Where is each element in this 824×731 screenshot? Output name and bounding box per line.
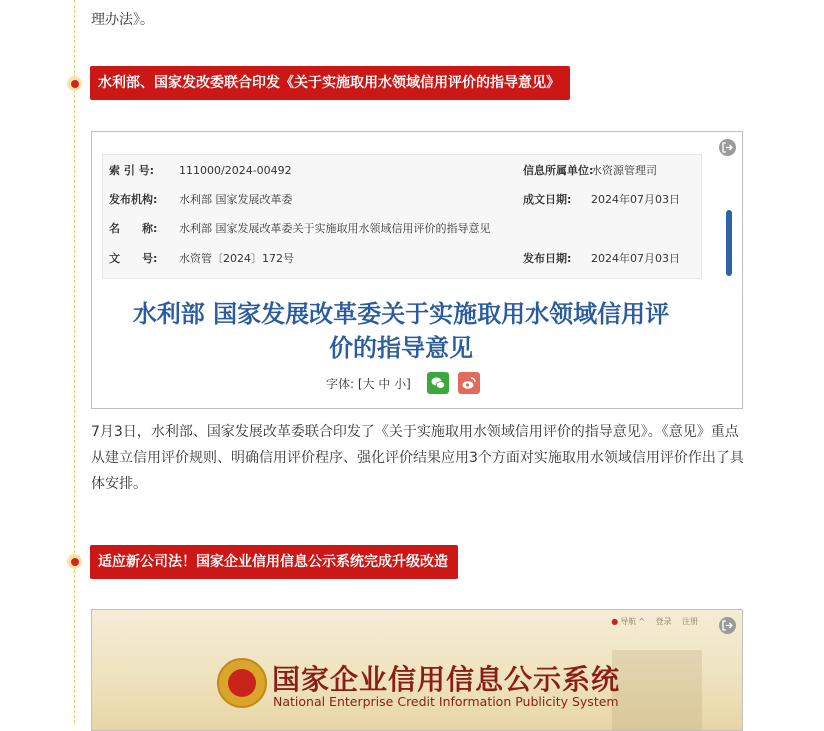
scrollbar-thumb[interactable] [726, 210, 732, 276]
login-link[interactable]: 登录 [655, 617, 672, 626]
meta-label: 成文日期: [523, 193, 572, 206]
meta-row [103, 247, 701, 271]
wechat-icon[interactable] [427, 372, 449, 394]
exit-fullscreen-icon[interactable] [719, 617, 736, 634]
building-silhouette [612, 650, 702, 730]
location-pin-icon: ● [611, 617, 619, 626]
weibo-icon[interactable] [458, 372, 480, 394]
meta-value: 111000/2024-00492 [179, 164, 292, 177]
register-link[interactable]: 注册 [682, 617, 698, 626]
chevron-up-icon: ^ [638, 617, 645, 626]
intro-tail-text: 理办法》。 [91, 12, 154, 28]
meta-label: 发布机构: [109, 193, 158, 206]
meta-value: 水资管〔2024〕172号 [179, 252, 294, 265]
document-title-line: 水利部 国家发展改革委关于实施取用水领域信用评 [132, 300, 670, 328]
system-title: 国家企业信用信息公示系统 [272, 663, 621, 696]
system-banner [92, 610, 742, 730]
font-size-selector[interactable]: 字体: [大 中 小] [326, 377, 411, 391]
meta-row [103, 159, 701, 183]
meta-label: 文 号: [109, 252, 158, 265]
meta-value: 2024年07月03日 [591, 252, 680, 265]
meta-label: 信息所属单位: [523, 164, 594, 177]
meta-value: 水利部 国家发展改革委 [179, 193, 293, 206]
document-meta-table [102, 154, 702, 279]
meta-value: 水资源管理司 [591, 164, 657, 177]
system-subtitle: National Enterprise Credit Information Publicity System [273, 694, 619, 709]
document-screenshot [91, 131, 743, 409]
meta-value: 2024年07月03日 [591, 193, 680, 206]
top-links [603, 616, 698, 627]
timeline-line [74, 0, 75, 723]
document-title [92, 297, 710, 365]
meta-label: 索 引 号: [109, 164, 155, 177]
meta-row [103, 217, 701, 241]
meta-label: 发布日期: [523, 252, 572, 265]
system-screenshot [91, 609, 743, 731]
exit-fullscreen-icon[interactable] [719, 139, 736, 156]
meta-label: 名 称: [109, 222, 158, 235]
section-body-text: 7月3日，水利部、国家发展改革委联合印发了《关于实施取用水领域信用评价的指导意见》。《意见》重点从建立信用评价规则、明确信用评价程序、强化评价结果应用3个方面对实施取用水领域信用评价作出了具体安排。 [91, 424, 744, 492]
meta-row [103, 188, 701, 212]
meta-value: 水利部 国家发展改革委关于实施取用水领域信用评价的指导意见 [179, 222, 491, 235]
timeline-dot [67, 554, 82, 569]
section-heading: 水利部、国家发改委联合印发《关于实施取用水领域信用评价的指导意见》 [90, 66, 570, 100]
nav-link[interactable]: 导航 [620, 617, 637, 626]
timeline-dot [67, 76, 82, 91]
section-heading: 适应新公司法！国家企业信用信息公示系统完成升级改造 [90, 545, 458, 579]
document-title-line: 价的指导意见 [329, 334, 473, 362]
national-emblem-icon [217, 658, 267, 708]
